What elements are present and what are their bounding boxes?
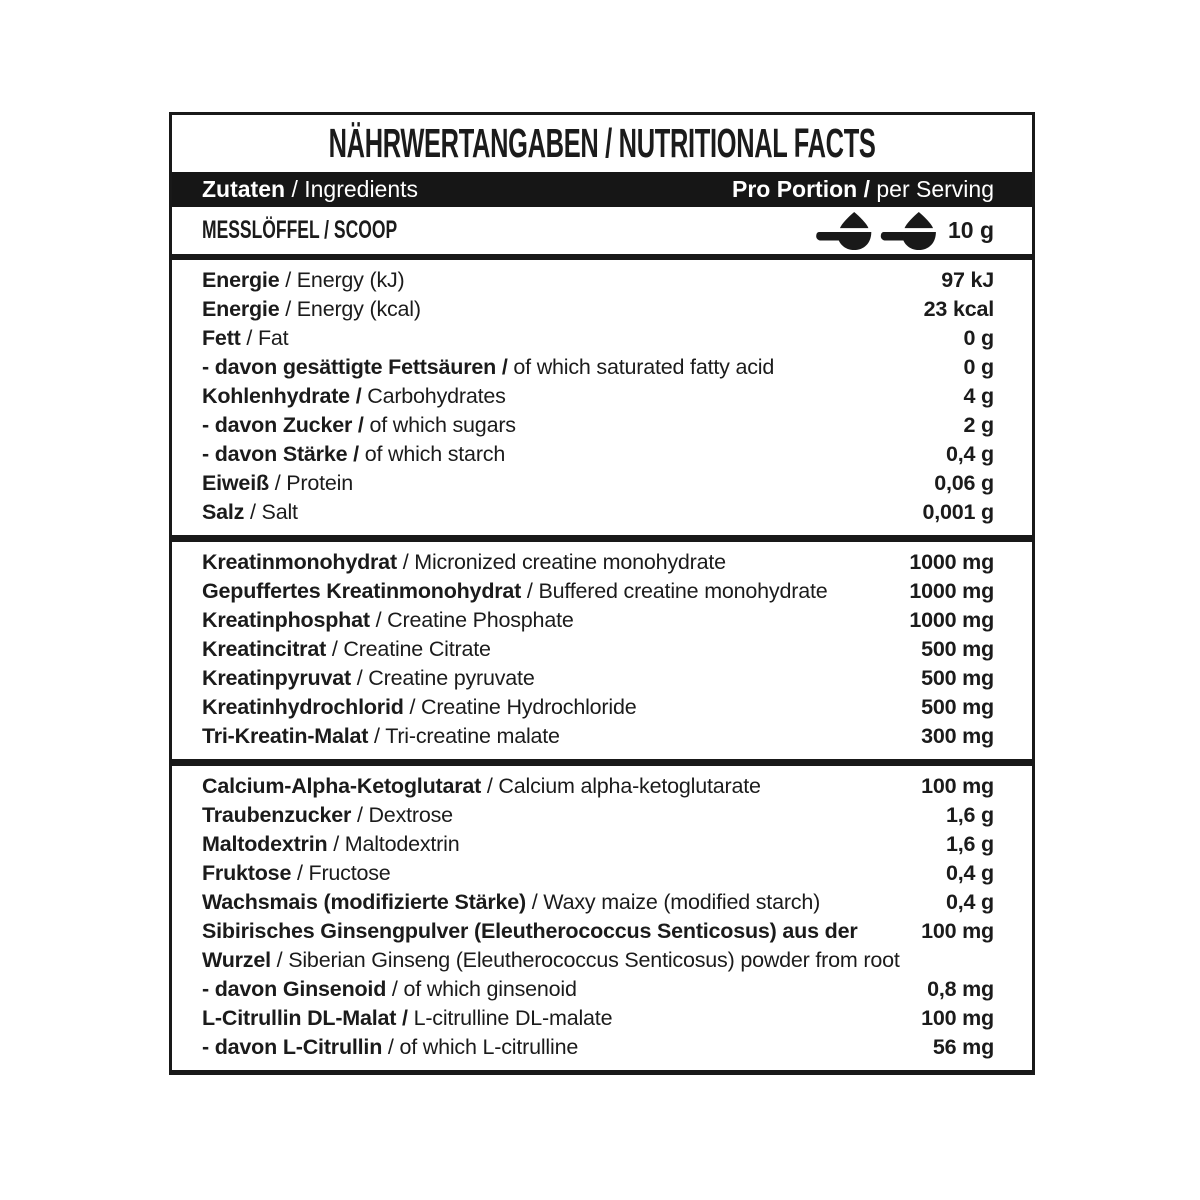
label-en: / Calcium alpha-ketoglutarate xyxy=(486,774,761,798)
row-label xyxy=(202,498,298,527)
scoop-icon xyxy=(816,212,938,250)
label-de: Gepuffertes Kreatinmonohydrat xyxy=(202,579,522,603)
label-en: / Energy (kcal) xyxy=(285,297,421,321)
label-en: of which sugars xyxy=(369,413,516,437)
table-row xyxy=(172,1033,1032,1062)
row-label xyxy=(202,577,828,606)
label-de: Kreatinpyruvat xyxy=(202,666,351,690)
table-row xyxy=(172,888,1032,917)
page-title: NÄHRWERTANGABEN / NUTRITIONAL FACTS xyxy=(328,120,876,166)
table-row xyxy=(172,693,1032,722)
row-label xyxy=(202,440,505,469)
label-de: Salz xyxy=(202,500,245,524)
row-label xyxy=(202,548,726,577)
columns-header-bar xyxy=(172,172,1032,207)
label-de: - davon gesättigte Fettsäuren / xyxy=(202,355,508,379)
label-en: / Creatine Hydrochloride xyxy=(409,695,637,719)
table-row xyxy=(172,411,1032,440)
label-de: Kreatinphosphat xyxy=(202,608,370,632)
row-label xyxy=(202,722,560,751)
label-en: / Siberian Ginseng (Eleutherococcus Senticosus) powder from root xyxy=(276,948,900,972)
row-value: 97 kJ xyxy=(941,268,994,292)
table-row xyxy=(172,353,1032,382)
table-row xyxy=(172,830,1032,859)
table-row xyxy=(172,917,1032,946)
section-creatines xyxy=(172,542,1032,759)
row-label xyxy=(202,888,820,917)
table-row xyxy=(172,635,1032,664)
row-label xyxy=(202,382,506,411)
label-en: / Creatine Phosphate xyxy=(375,608,574,632)
label-de: Traubenzucker xyxy=(202,803,352,827)
label-en: / of which L-citrulline xyxy=(387,1035,579,1059)
label-de: Maltodextrin xyxy=(202,832,328,856)
row-label xyxy=(202,975,577,1004)
label-de: Kreatinmonohydrat xyxy=(202,550,397,574)
label-en: Carbohydrates xyxy=(367,384,506,408)
row-value: 4 g xyxy=(963,384,994,408)
label-de: Wurzel xyxy=(202,948,271,972)
scoop-serving-value: 10 g xyxy=(947,217,994,243)
title-band xyxy=(172,115,1032,172)
row-value: 0,001 g xyxy=(922,500,994,524)
row-label xyxy=(202,635,491,664)
label-en: / Energy (kJ) xyxy=(285,268,405,292)
columns-header-right xyxy=(732,176,994,203)
row-label xyxy=(202,606,574,635)
label-de: - davon Ginsenoid xyxy=(202,977,387,1001)
label-de: Kreatincitrat xyxy=(202,637,327,661)
label-en: / Fructose xyxy=(296,861,391,885)
label-de: Energie xyxy=(202,297,280,321)
label-en: / Protein xyxy=(274,471,353,495)
label-en: / Waxy maize (modified starch) xyxy=(531,890,821,914)
row-value: 0 g xyxy=(963,355,994,379)
label-de: Kreatinhydrochlorid xyxy=(202,695,404,719)
table-row xyxy=(172,946,1032,975)
label-en: / Maltodextrin xyxy=(333,832,460,856)
scoop-row xyxy=(172,207,1032,254)
table-row xyxy=(172,801,1032,830)
row-label xyxy=(202,1004,612,1033)
row-value: 1,6 g xyxy=(946,832,994,856)
row-label xyxy=(202,946,900,975)
row-value: 0,4 g xyxy=(946,442,994,466)
table-row xyxy=(172,295,1032,324)
divider xyxy=(172,759,1032,766)
divider xyxy=(172,535,1032,542)
row-label xyxy=(202,324,288,353)
row-label xyxy=(202,859,391,888)
table-row xyxy=(172,577,1032,606)
section-other-ingredients xyxy=(172,766,1032,1070)
row-label xyxy=(202,266,405,295)
columns-header-right-de: Pro Portion / xyxy=(731,176,870,202)
row-value: 100 mg xyxy=(921,919,994,943)
row-value: 1,6 g xyxy=(946,803,994,827)
row-value: 500 mg xyxy=(921,666,994,690)
table-row xyxy=(172,975,1032,1004)
label-de: Kohlenhydrate / xyxy=(202,384,362,408)
row-value: 0 g xyxy=(963,326,994,350)
label-en: / Fat xyxy=(246,326,289,350)
row-label xyxy=(202,353,774,382)
label-de: - davon L-Citrullin xyxy=(202,1035,383,1059)
label-en: / Creatine Citrate xyxy=(331,637,491,661)
row-label xyxy=(202,1033,578,1062)
scoop-row-label: MESSLÖFFEL / SCOOP xyxy=(202,216,398,244)
row-value: 300 mg xyxy=(921,724,994,748)
table-row xyxy=(172,440,1032,469)
table-row xyxy=(172,548,1032,577)
table-row xyxy=(172,722,1032,751)
section-macronutrients xyxy=(172,260,1032,535)
row-label xyxy=(202,411,516,440)
table-row xyxy=(172,859,1032,888)
label-en: L-citrulline DL-malate xyxy=(413,1006,613,1030)
row-value: 23 kcal xyxy=(923,297,994,321)
label-de: Eiweiß xyxy=(202,471,269,495)
table-row xyxy=(172,772,1032,801)
row-label xyxy=(202,830,459,859)
table-row xyxy=(172,266,1032,295)
row-label xyxy=(202,469,353,498)
label-en: / Creatine pyruvate xyxy=(356,666,535,690)
row-value: 100 mg xyxy=(921,774,994,798)
row-value: 1000 mg xyxy=(909,579,994,603)
label-de: Energie xyxy=(202,268,280,292)
row-value: 0,06 g xyxy=(934,471,994,495)
label-de: Fett xyxy=(202,326,241,350)
row-value: 56 mg xyxy=(932,1035,994,1059)
label-en: / Dextrose xyxy=(356,803,453,827)
label-en: / of which ginsenoid xyxy=(391,977,577,1001)
table-row xyxy=(172,324,1032,353)
row-label xyxy=(202,295,421,324)
label-de: Fruktose xyxy=(202,861,292,885)
nutrition-facts-panel xyxy=(169,112,1035,1075)
label-en: of which saturated fatty acid xyxy=(513,355,775,379)
row-label xyxy=(202,917,858,946)
table-row xyxy=(172,1004,1032,1033)
label-en: of which starch xyxy=(364,442,506,466)
columns-header-left-en: / Ingredients xyxy=(291,176,419,202)
table-row xyxy=(172,469,1032,498)
label-en: / Tri-creatine malate xyxy=(374,724,560,748)
row-value: 0,4 g xyxy=(946,861,994,885)
label-en: / Buffered creatine monohydrate xyxy=(526,579,828,603)
row-label xyxy=(202,664,535,693)
row-value: 500 mg xyxy=(921,695,994,719)
table-row xyxy=(172,606,1032,635)
row-label xyxy=(202,801,453,830)
row-label xyxy=(202,693,636,722)
label-de: Sibirisches Ginsengpulver (Eleutherococcus Senticosus) aus der xyxy=(202,919,858,943)
row-value: 0,8 mg xyxy=(927,977,994,1001)
label-en: / Micronized creatine monohydrate xyxy=(402,550,726,574)
columns-header-right-en: per Serving xyxy=(876,176,994,202)
row-value: 2 g xyxy=(963,413,994,437)
row-value: 100 mg xyxy=(921,1006,994,1030)
table-row xyxy=(172,382,1032,411)
row-value: 0,4 g xyxy=(946,890,994,914)
label-de: Wachsmais (modifizierte Stärke) xyxy=(202,890,526,914)
label-de: L-Citrullin DL-Malat / xyxy=(202,1006,408,1030)
label-de: Tri-Kreatin-Malat xyxy=(202,724,369,748)
label-en: / Salt xyxy=(250,500,298,524)
scoop-row-right xyxy=(816,212,994,250)
table-row xyxy=(172,498,1032,527)
row-value: 500 mg xyxy=(921,637,994,661)
table-row xyxy=(172,664,1032,693)
columns-header-left xyxy=(202,176,418,203)
columns-header-left-de: Zutaten xyxy=(202,176,286,202)
label-de: Calcium-Alpha-Ketoglutarat xyxy=(202,774,482,798)
label-de: - davon Stärke / xyxy=(202,442,359,466)
label-de: - davon Zucker / xyxy=(202,413,364,437)
row-value: 1000 mg xyxy=(909,550,994,574)
row-value: 1000 mg xyxy=(909,608,994,632)
row-label xyxy=(202,772,761,801)
